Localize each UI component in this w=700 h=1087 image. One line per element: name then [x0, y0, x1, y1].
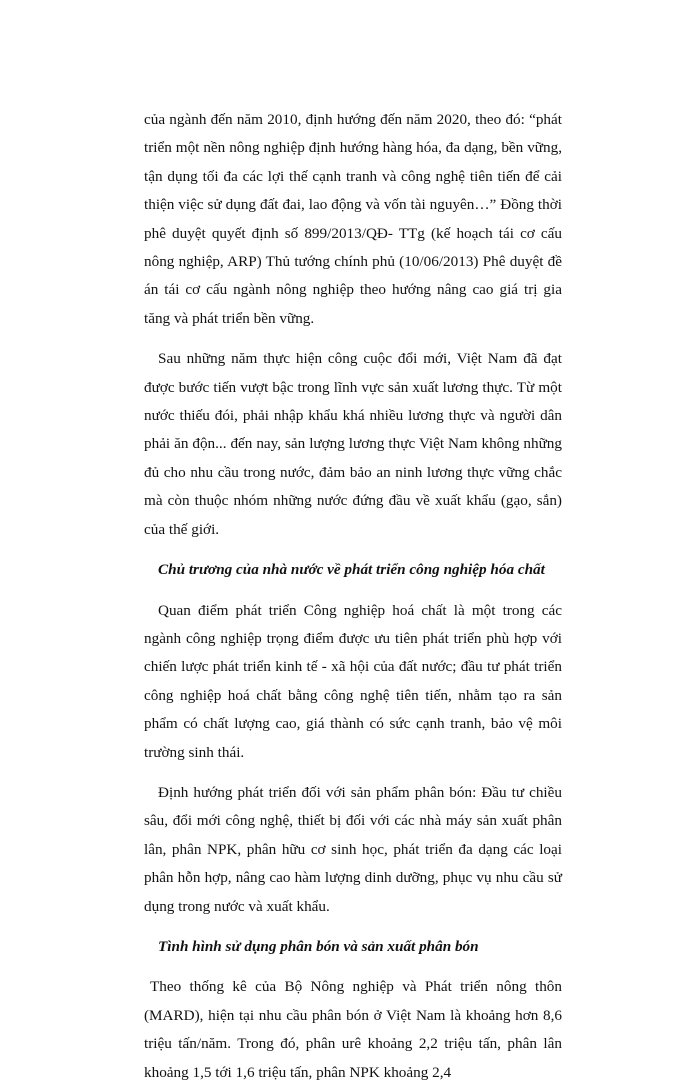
document-body [144, 106, 562, 1087]
paragraph-food-production: Sau những năm thực hiện công cuộc đổi mới, Việt Nam đã đạt được bước tiến vượt bậc trong lĩnh vực sản xuất lương thực. Từ một nước thiếu đói, phải nhập khẩu khá nhiều lương thực và người dân phải ăn độn... đến nay, sản lượng lương thực Việt Nam không những đủ cho nhu cầu trong nước, đảm bảo an ninh lương thực vững chắc mà còn thuộc nhóm những nước đứng đầu về xuất khẩu (gạo, sắn) của thế giới. [144, 350, 562, 538]
heading-chemical-industry-policy: Chủ trương của nhà nước về phát triển công nghiệp hóa chất [158, 561, 545, 579]
heading-fertilizer-situation: Tình hình sử dụng phân bón và sản xuất phân bón [158, 937, 479, 955]
paragraph-fertilizer-orientation: Định hướng phát triển đối với sản phẩm phân bón: Đầu tư chiều sâu, đổi mới công nghệ, thiết bị đối với các nhà máy sản xuất phân lân, phân NPK, phân hữu cơ sinh học, phát triển đa dạng các loại phân hỗn hợp, nâng cao hàm lượng dinh dưỡng, phục vụ nhu cầu sử dụng trong nước và xuất khẩu. [144, 783, 562, 915]
paragraph-fertilizer-demand: Theo thống kê của Bộ Nông nghiệp và Phát triển nông thôn (MARD), hiện tại nhu cầu phân bón ở Việt Nam là khoảng hơn 8,6 triệu tấn/năm. Trong đó, phân urê khoảng 2,2 triệu tấn, phân lân khoảng 1,5 tới 1,6 triệu tấn, phân NPK khoảng 2,4 [144, 978, 562, 1081]
paragraph-agriculture-policy: của ngành đến năm 2010, định hướng đến năm 2020, theo đó: “phát triển một nền nông nghiệp định hướng hàng hóa, đa dạng, bền vững, tận dụng tối đa các lợi thế cạnh tranh và công nghệ tiên tiến để cải thiện việc sử dụng đất đai, lao động và vốn tài nguyên…” Đồng thời phê duyệt quyết định số 899/2013/QĐ- TTg (kế hoạch tái cơ cấu nông nghiệp, ARP) Thủ tướng chính phủ (10/06/2013) Phê duyệt đề án tái cơ cấu ngành nông nghiệp theo hướng nâng cao giá trị gia tăng và phát triển bền vững. [144, 111, 562, 327]
paragraph-chemical-industry-view: Quan điểm phát triển Công nghiệp hoá chất là một trong các ngành công nghiệp trọng điểm được ưu tiên phát triển phù hợp với chiến lược phát triển kinh tế - xã hội của đất nước; đầu tư phát triển công nghiệp hoá chất bằng công nghệ tiên tiến, nhằm tạo ra sản phẩm có chất lượng cao, giá thành có sức cạnh tranh, bảo vệ môi trường sinh thái. [144, 601, 562, 761]
